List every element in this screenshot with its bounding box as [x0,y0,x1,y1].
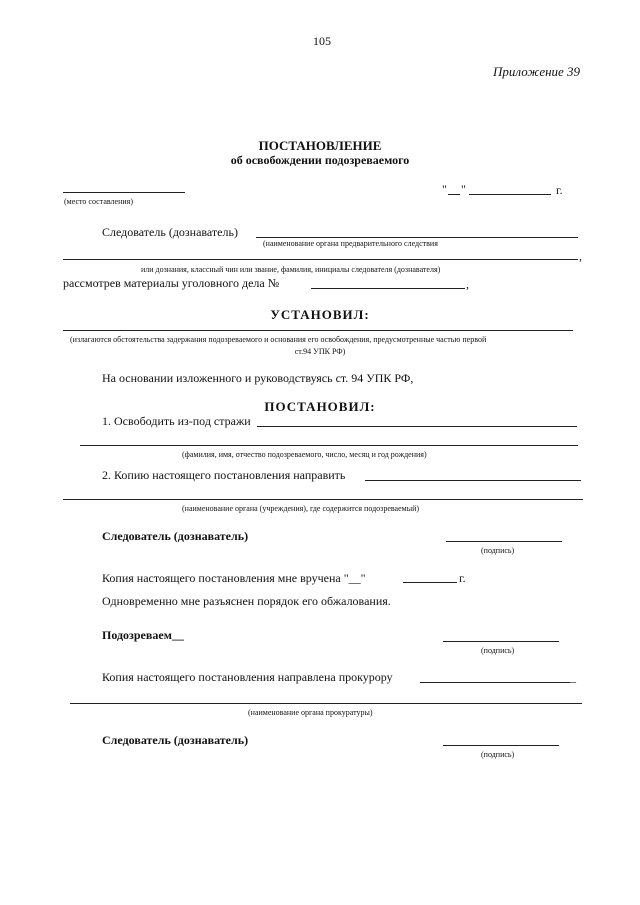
copy-received-date-field[interactable] [403,582,457,583]
item1-field-2[interactable] [80,445,578,446]
established-caption: (излагаются обстоятельства задержания подозреваемого и основания его освобождения, предусмотренные частью первой [70,335,487,344]
item1-label: 1. Освободить из-под стражи [102,414,251,428]
copy-prosecutor-label: Копия настоящего постановления направлена прокурору [102,670,393,684]
date-quote-close: " [461,182,466,196]
basis-text: На основании изложенного и руководствуясь ст. 94 УПК РФ, [102,371,414,385]
investigator-details-field[interactable] [63,259,578,260]
suspect-signature-caption: (подпись) [481,646,515,655]
org-caption: (наименование органа предварительного следствия [263,239,438,248]
copy-received-label: Копия настоящего постановления мне вручена "__" [102,571,366,585]
investigator-label: Следователь (дознаватель) [102,225,238,239]
appendix-label: Приложение 39 [493,64,581,79]
document-subtitle: об освобождении подозреваемого [230,153,410,167]
item1-caption: (фамилия, имя, отчество подозреваемого, число, месяц и год рождения) [182,450,427,459]
signature3-caption: (подпись) [481,750,515,759]
signature1-caption: (подпись) [481,546,515,555]
reviewed-suffix: , [466,277,469,291]
appeal-text: Одновременно мне разъяснен порядок его обжалования. [102,594,391,608]
prosecutor-caption: (наименование органа прокуратуры) [248,708,373,717]
item1-field[interactable] [257,426,577,427]
date-year-suffix: г. [556,183,563,197]
date-month-field[interactable] [469,194,551,195]
suspect-label: Подозреваем__ [102,628,184,642]
reviewed-label: рассмотрев материалы уголовного дела № [63,276,280,290]
suspect-signature-field[interactable] [443,641,559,642]
place-caption: (место составления) [64,197,133,206]
page-number: 105 [313,34,331,48]
item2-caption: (наименование органа (учреждения), где содержится подозреваемый) [182,504,420,513]
prosecutor-field-2[interactable] [70,703,582,704]
prosecutor-field[interactable] [420,682,570,683]
item2-label: 2. Копию настоящего постановления направить [102,468,346,482]
signature1-field[interactable] [446,541,562,542]
resolved-heading: ПОСТАНОВИЛ: [264,399,376,414]
established-caption-2: ст.94 УПК РФ) [294,347,346,356]
copy-prosecutor-end: _ [570,670,576,684]
date-quote-open: " [442,182,447,196]
date-day-field[interactable] [448,194,460,195]
place-field[interactable] [63,192,185,193]
established-field[interactable] [63,330,573,331]
signature1-label: Следователь (дознаватель) [102,529,249,543]
dosn-caption: или дознания, классный чин или звание, фамилия, инициалы следователя (дознавателя) [141,265,441,274]
case-number-field[interactable] [311,288,465,289]
investigator-field[interactable] [256,237,578,238]
item2-field[interactable] [365,480,581,481]
document-title: ПОСТАНОВЛЕНИЕ [258,138,382,153]
signature3-label: Следователь (дознаватель) [102,733,249,747]
item2-field-2[interactable] [63,499,583,500]
established-heading: УСТАНОВИЛ: [270,307,370,322]
copy-received-year: г. [459,571,466,585]
signature3-field[interactable] [443,745,559,746]
